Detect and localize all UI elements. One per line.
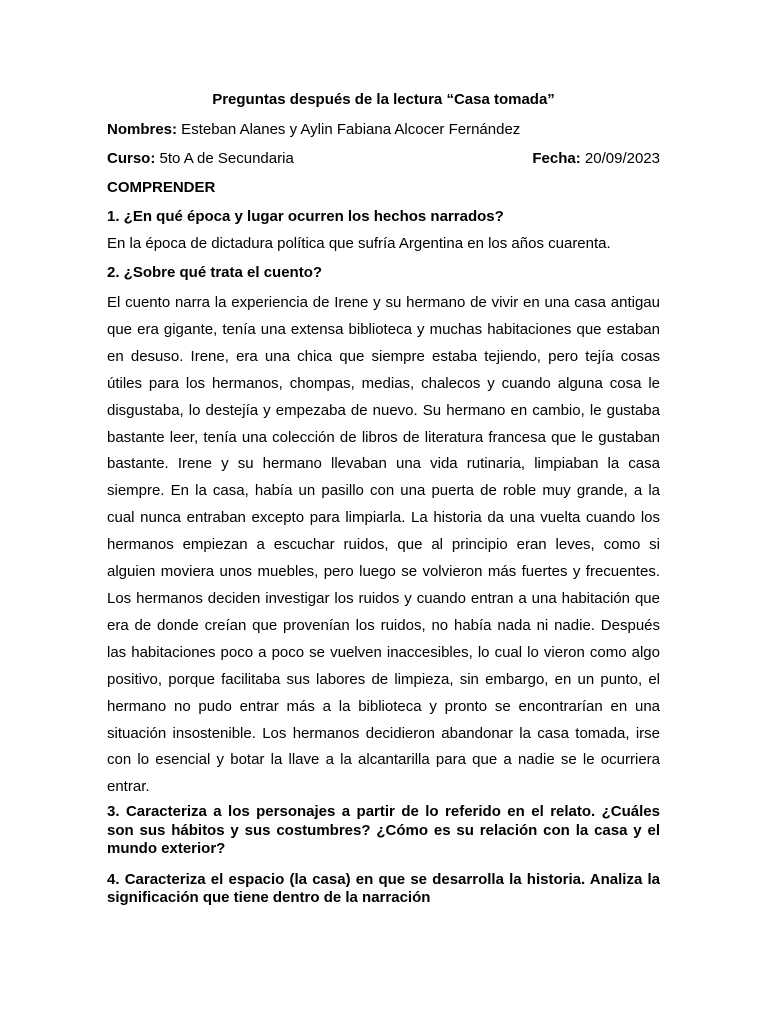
question-3: 3. Caracteriza a los personajes a partir de lo referido en el relato. ¿Cuáles son sus hábitos y sus costumbres? ¿Cómo es su relación con la casa y el mundo exterior?: [107, 803, 660, 858]
answer-2: El cuento narra la experiencia de Irene y su hermano de vivir en una casa antigau que era gigante, tenía una extensa biblioteca y muchas habitaciones que estaban en desuso. Irene, era una chica que siempre estaba tejiendo, pero tejía cosas útiles para los hermanos, chompas, medias, chalecos y cuando alguna cosa le disgustaba, lo destejía y empezaba de nuevo. Su hermano en cambio, le gustaba bastante leer, tenía una colección de libros de literatura francesa que le gustaban bastante. Irene y su hermano llevaban una vida rutinaria, limpiaban la casa siempre. En la casa, había un pasillo con una puerta de roble muy grande, a la cual nunca entraban excepto para limpiarla. La historia da una vuelta cuando los hermanos empiezan a escuchar ruidos, que al principio eran leves, como si alguien moviera unos muebles, pero luego se volvieron más fuertes y frecuentes. Los hermanos deciden investigar los ruidos y cuando entran a una habitación que era de donde creían que provenían los ruidos, no había nada ni nadie. Después las habitaciones poco a poco se vuelven inaccesibles, lo cual lo vieron como algo positivo, porque facilitaba sus labores de limpieza, sin embargo, en un punto, el hermano no pudo entrar más a la biblioteca y pronto se encontrarían en una situación insostenible. Los hermanos decidieron abandonar la casa tomada, irse con lo esencial y botar la llave a la alcantarilla para que a nadie se le ocurriera entrar.: [107, 294, 660, 796]
question-4: 4. Caracteriza el espacio (la casa) en que se desarrolla la historia. Analiza la significación que tiene dentro de la narración: [107, 870, 660, 907]
section-heading: COMPRENDER: [107, 179, 216, 196]
answer-1: En la época de dictadura política que sufría Argentina en los años cuarenta.: [107, 235, 611, 252]
document-page: [107, 90, 660, 920]
date-value: 20/09/2023: [580, 150, 660, 167]
course-field: [107, 149, 294, 169]
question-2: 2. ¿Sobre qué trata el cuento?: [107, 264, 323, 281]
names-value: Esteban Alanes y Aylin Fabiana Alcocer Fernández: [177, 121, 521, 138]
course-label: Curso:: [107, 150, 156, 167]
names-label: Nombres:: [107, 121, 178, 138]
document-title: Preguntas después de la lectura “Casa tomada”: [212, 91, 555, 108]
course-value: 5to A de Secundaria: [155, 150, 294, 167]
course-date-row: [107, 149, 660, 169]
question-1: 1. ¿En qué época y lugar ocurren los hechos narrados?: [107, 208, 504, 225]
date-field: [532, 149, 660, 169]
names-row: [107, 120, 660, 140]
date-label: Fecha:: [532, 150, 581, 167]
